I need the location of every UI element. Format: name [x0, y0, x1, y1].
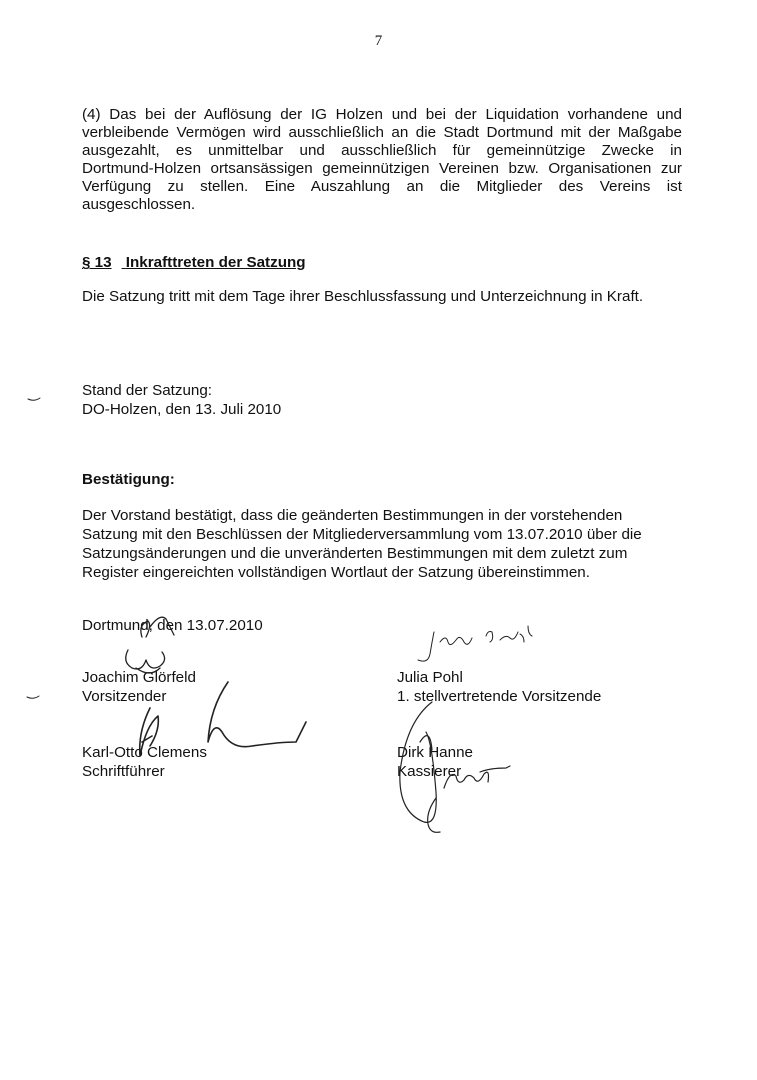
paragraph-line: (4) Das bei der Auflösung der IG Holzen und bei der Liquidation vorhandene und [82, 106, 682, 123]
section-13-heading [82, 254, 306, 272]
section-13-title: Inkrafttreten der Satzung [125, 254, 306, 271]
signatory-treasurer [397, 743, 473, 781]
signatory-role: Kassierer [397, 763, 462, 780]
signatory-chairman [82, 668, 196, 706]
section-13-number: § 13 [82, 254, 112, 271]
paragraph-line: Dortmund-Holzen ortsansässigen gemeinnützigen Vereinen bzw. Organisationen zur [82, 160, 682, 177]
signatory-vice-chair [397, 668, 601, 706]
stand-label: Stand der Satzung: [82, 382, 213, 399]
stand-block [82, 381, 281, 419]
paragraph-line: ausgezahlt, es unmittelbar und ausschließlich für gemeinnützige Zwecke in [82, 142, 682, 159]
confirmation-line: Register eingereichten vollständigen Wortlaut der Satzung übereinstimmen. [82, 564, 590, 581]
punch-hole-mark [27, 696, 39, 698]
signatory-role: 1. stellvertretende Vorsitzende [397, 688, 602, 705]
signatory-name: Joachim Glörfeld [82, 669, 196, 686]
confirmation-line: Satzungsänderungen und die unveränderten Bestimmungen mit dem zuletzt zum [82, 545, 628, 562]
punch-hole-mark [28, 398, 40, 400]
signatory-role: Schriftführer [82, 763, 165, 780]
confirmation-text [82, 506, 682, 582]
paragraph-line: ausgeschlossen. [82, 196, 196, 213]
signatory-name: Karl-Otto Clemens [82, 744, 207, 761]
stand-place-date: DO-Holzen, den 13. Juli 2010 [82, 401, 282, 418]
section-12-paragraph-4 [82, 106, 682, 214]
signatory-name: Julia Pohl [397, 669, 463, 686]
signatory-role: Vorsitzender [82, 688, 167, 705]
page-number: 7 [374, 33, 383, 49]
paragraph-line: verbleibende Vermögen wird ausschließlich an die Stadt Dortmund mit der Maßgabe [82, 124, 682, 141]
section-13-text: Die Satzung tritt mit dem Tage ihrer Beschlussfassung und Unterzeichnung in Kraft. [82, 288, 644, 305]
paragraph-line: Verfügung zu stellen. Eine Auszahlung an die Mitglieder des Vereins ist [82, 178, 682, 195]
signatory-name: Dirk Hanne [397, 744, 473, 761]
confirmation-line: Der Vorstand bestätigt, dass die geänderten Bestimmungen in der vorstehenden [82, 507, 623, 524]
signature-pohl [418, 626, 532, 661]
signatory-secretary [82, 743, 207, 781]
confirmation-heading: Bestätigung: [82, 471, 175, 488]
signing-place-date: Dortmund, den 13.07.2010 [82, 617, 263, 634]
confirmation-line: Satzung mit den Beschlüssen der Mitgliederversammlung vom 13.07.2010 über die [82, 526, 642, 543]
